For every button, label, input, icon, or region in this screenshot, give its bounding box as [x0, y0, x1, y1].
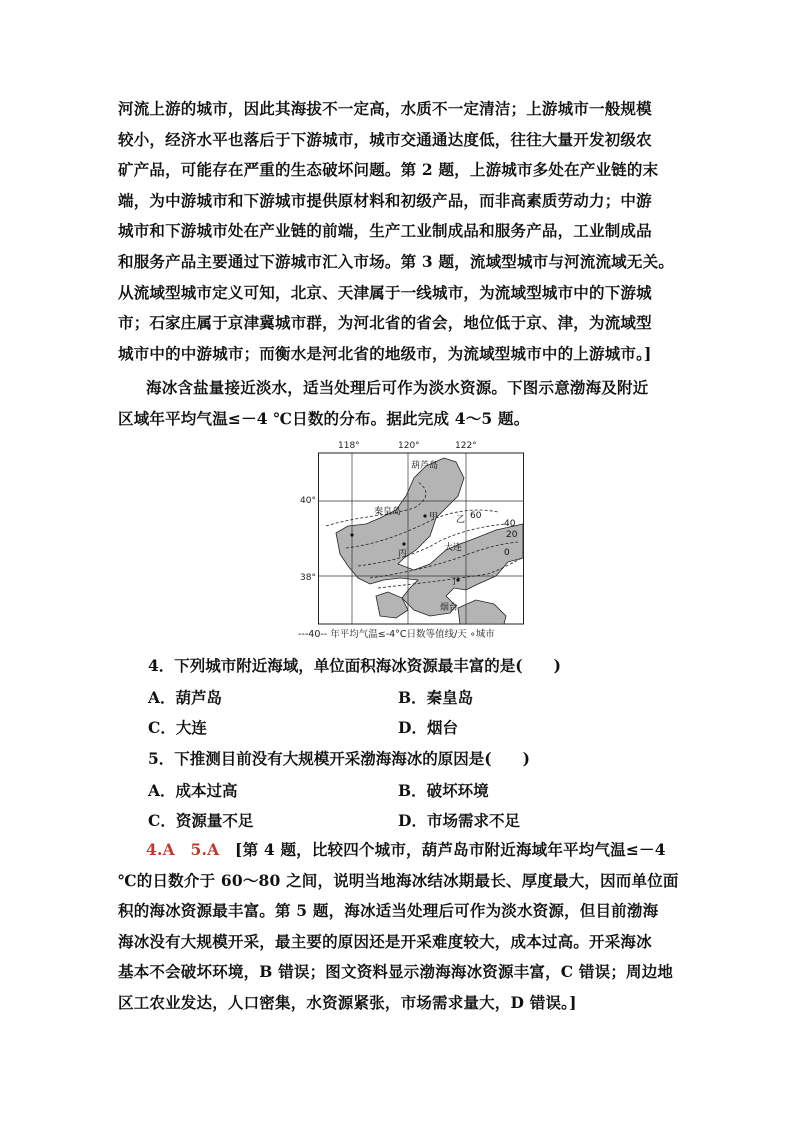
- intro-paragraph: [118, 94, 678, 369]
- contour-label: 20: [506, 530, 518, 540]
- city-dot-bing: [402, 542, 405, 545]
- longitude-label: 120°: [398, 441, 420, 451]
- question-intro: [118, 373, 678, 434]
- text-line: 端，为中游城市和下游城市提供原材料和初级产品，而非高素质劳动力；中游: [118, 190, 652, 210]
- text-line: 河流上游的城市，因此其海拔不一定高，水质不一定清洁；上游城市一般规模: [118, 99, 652, 118]
- text-line: 城市和下游城市处在产业链的前端，生产工业制成品和服务产品，工业制成品: [118, 221, 652, 241]
- latitude-label: 38°: [300, 573, 316, 583]
- place-label-huludao: 葫芦岛: [411, 461, 439, 471]
- text-line: 基本不会破坏环境，B 错误；图文资料显示渤海海冰资源丰富，C 错误；周边地: [118, 962, 674, 982]
- contour-label: 60: [470, 511, 482, 521]
- longitude-label: 118°: [338, 441, 360, 451]
- map-legend: ---40-- 年平均气温≤-4°C日数等值线/天 ∘城市: [298, 629, 495, 640]
- place-label-yantai: 烟台: [440, 603, 459, 613]
- text-line: 从流域型城市定义可知，北京、天津属于一线城市，为流域型城市中的下游城: [118, 282, 652, 302]
- q5-option-d[interactable]: D．市场需求不足: [398, 811, 520, 830]
- city-dot: [350, 533, 353, 536]
- contour-label: 0: [504, 548, 510, 558]
- place-label-bing: 丙: [398, 549, 408, 559]
- text-line: 区域年平均气温≤－4 ℃日数的分布。据此完成 4～5 题。: [118, 408, 530, 428]
- text-line: 矿产品，可能存在严重的生态破坏问题。第 2 题，上游城市多处在产业链的末: [118, 160, 659, 180]
- text-line: 市；石家庄属于京津冀城市群，为河北省的省会，地位低于京、津，为流域型: [118, 313, 652, 333]
- q5-stem: 5．下推测目前没有大规模开采渤海海冰的原因是( ): [148, 749, 530, 768]
- contour-label: 40: [504, 519, 516, 529]
- answer-text: [第 4 题，比较四个城市，葫芦岛市附近海域年平均气温≤－4: [235, 840, 666, 859]
- text-line: 海冰含盐量接近淡水，适当处理后可作为淡水资源。下图示意渤海及附近: [146, 378, 649, 397]
- q5-option-a[interactable]: A．成本过高: [148, 781, 238, 800]
- latitude-label: 40°: [300, 496, 316, 506]
- answer-explanation: [118, 835, 678, 1019]
- place-label-yi: 乙: [456, 515, 466, 525]
- q4-option-c[interactable]: C．大连: [148, 718, 207, 737]
- text-line: ℃的日数介于 60～80 之间，说明当地海冰结冰期最长、厚度最大，因而单位面: [118, 870, 679, 890]
- longitude-label: 122°: [455, 441, 477, 451]
- text-line: [118, 835, 678, 866]
- q4-stem: 4．下列城市附近海域，单位面积海冰资源最丰富的是( ): [148, 656, 561, 675]
- q4-option-d[interactable]: D．烟台: [398, 718, 458, 737]
- place-label-dalian: 大连: [444, 543, 463, 553]
- q4-option-a[interactable]: A．葫芦岛: [148, 688, 223, 707]
- q4-option-b[interactable]: B．秦皇岛: [398, 688, 474, 707]
- city-dot-jia: [423, 514, 426, 517]
- place-label-ding: 丁: [450, 577, 460, 587]
- answer-key: 4.A 5.A: [146, 840, 220, 859]
- text-line: 区工农业发达，人口密集，水资源紧张，市场需求量大，D 错误。]: [118, 992, 577, 1012]
- place-label-jia: 甲: [429, 512, 439, 522]
- text-line: 积的海冰资源最丰富。第 5 题，海冰适当处理后可作为淡水资源，但目前渤海: [118, 901, 659, 921]
- text-line: 海冰没有大规模开采，最主要的原因还是开采难度较大，成本过高。开采海冰: [118, 931, 652, 951]
- text-line: 和服务产品主要通过下游城市汇入市场。第 3 题，流域型城市与河流流域无关。: [118, 251, 674, 271]
- text-line: 较小，经济水平也落后于下游城市，城市交通通达度低，往往大量开发初级农: [118, 129, 652, 149]
- place-label-qinhuangdao: 秦皇岛: [374, 507, 402, 517]
- q5-option-b[interactable]: B．破坏环境: [398, 781, 489, 800]
- text-line: 城市中的中游城市；而衡水是河北省的地级市，为流域型城市中的上游城市。]: [118, 343, 652, 363]
- q5-option-c[interactable]: C．资源量不足: [148, 811, 254, 830]
- bohai-map: [318, 438, 524, 625]
